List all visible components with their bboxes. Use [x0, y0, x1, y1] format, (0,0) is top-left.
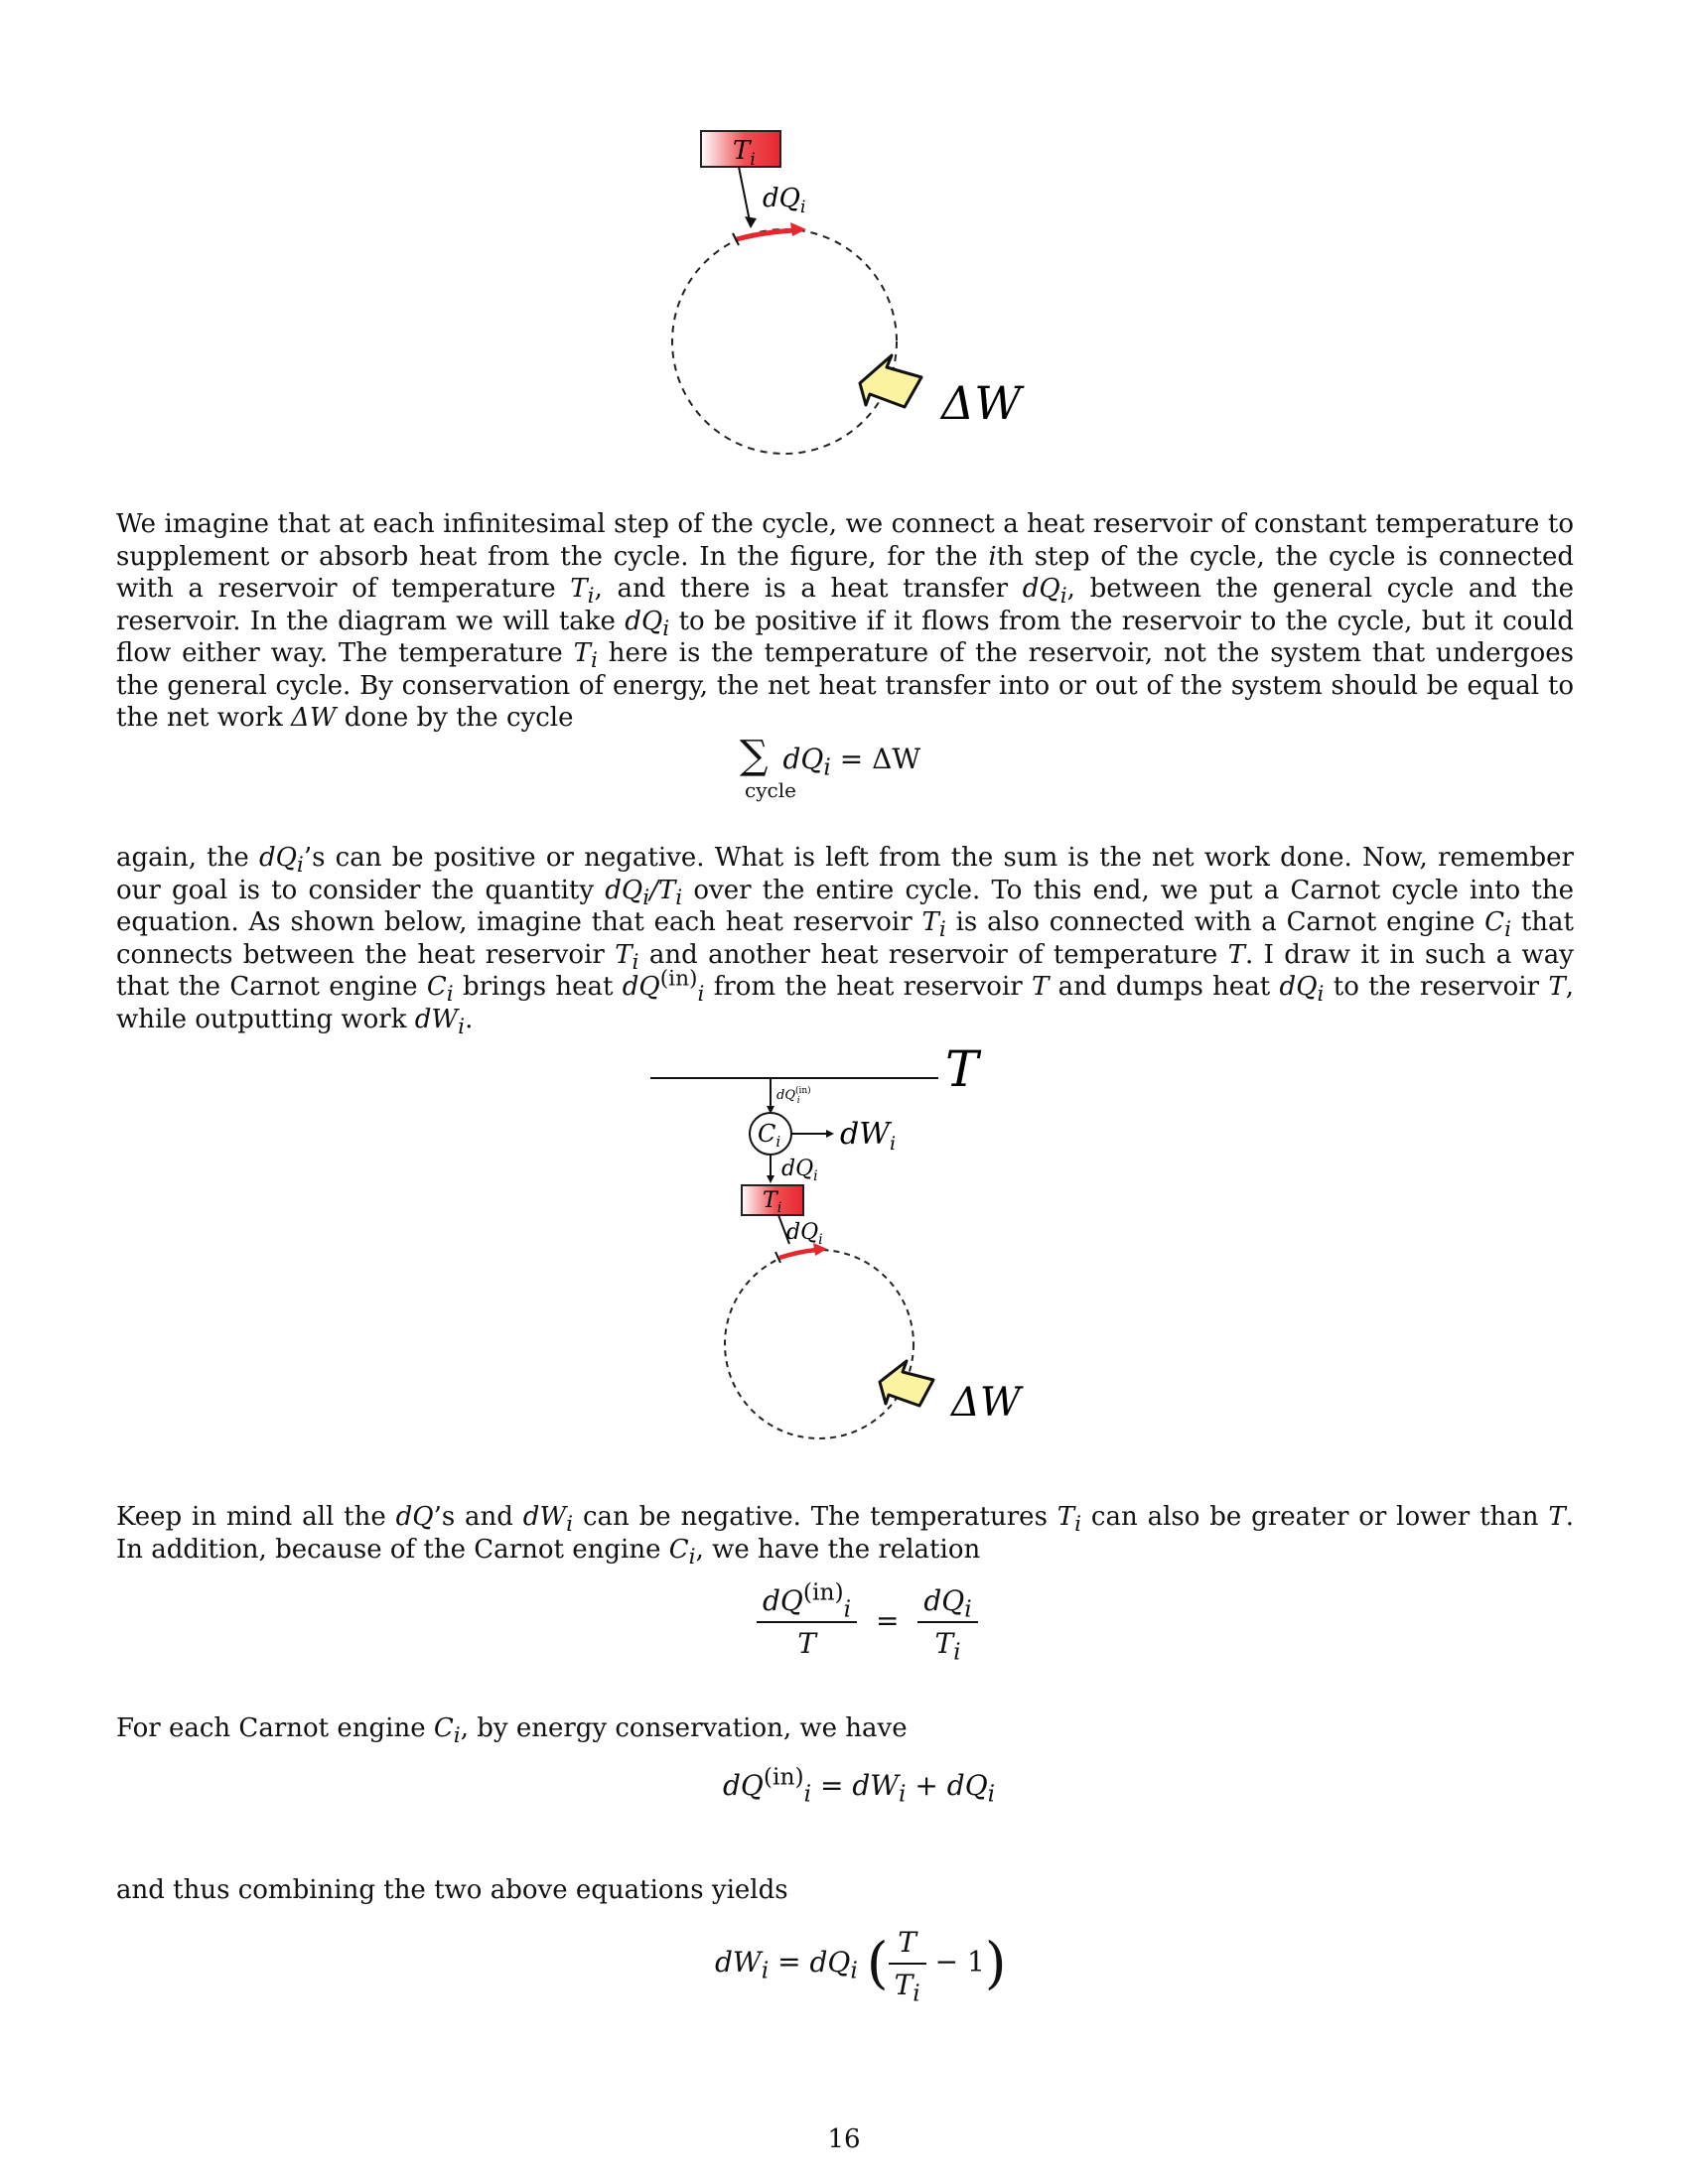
heat-out-label: $dQ_i$ — [781, 1157, 818, 1184]
heat-out-arrowhead — [767, 1175, 774, 1183]
paragraph-4: For each Carnot engine $C_i$, by energy conservation, we have — [116, 1713, 908, 1749]
work-out-arrowhead — [826, 1130, 834, 1138]
equation-carnot-ratio: $\frac{dQ^{(in)}_i}{T}$ = $\frac{dQ_i}{T_i}$ — [757, 1584, 978, 1660]
sum-symbol: ∑ — [740, 733, 769, 778]
work-arrow — [860, 355, 921, 407]
sum-subscript: cycle — [745, 778, 796, 802]
cycle-step-arrow-2 — [779, 1250, 816, 1258]
reservoir-Ti-label: $T_i$ — [763, 1188, 782, 1216]
cycle-work-label: ΔW — [951, 1380, 1021, 1426]
heat-label: $dQ_i$ — [763, 184, 806, 217]
cycle-circle — [672, 229, 897, 454]
cycle-step-arrowhead — [790, 222, 806, 236]
heat-arrowhead — [745, 216, 757, 228]
heat-in-label: $dQ^{(in)}$ i — [776, 1086, 811, 1106]
page-number: 16 — [827, 2124, 861, 2154]
equation-energy-conservation: $dQ^{(in)}_i = dW_i + dQ_i$ — [723, 1762, 996, 1808]
cycle-step-arrow — [737, 230, 794, 239]
paragraph-1: We imagine that at each infinitesimal step of the cycle, we connect a heat reservoir of constant temperature to supplement or absorb heat from the cycle. In the figure, for the ith step of the cycle, the cycle is connected with a reservoir of temperature $T_i$, and there is a heat transfer $dQ_i$, between the general cycle and the reservoir. In the diagram we will take $dQ_i$ to be positive if it flows from the reservoir to the cycle, but it could flow either way. The temperature $T_i$ here is the temperature of the reservoir, not the system that undergoes the general cycle. By conservation of energy, the net heat transfer into or out of the system should be equal to the net work ΔW done by the cycle — [116, 509, 1575, 733]
work-label: ΔW — [941, 376, 1022, 430]
cycle-work-arrow — [880, 1361, 933, 1406]
equation-work-result: $dW_i = dQ_i$ ( $\frac{T}{T_i}$ − 1) — [715, 1926, 1007, 2007]
paragraph-2: again, the $dQ_i’s$ can be positive or negative. What is left from the sum is the net work done. Now, remember our goal is to consider the quantity $dQ_i/T_i$ over the entire cycle. To this end, we put a Carnot cycle into the equation. As shown below, imagine that each heat reservoir $T_i$ is also connected with a Carnot engine $C_i$ that connects between the heat reservoir $T_i$ and another heat reservoir of temperature T. I draw it in such a way that the Carnot engine $C_i$ brings heat $dQ^{(in)}_i$ from the heat reservoir T and dumps heat $dQ_i$ to the reservoir T, while outputting work $dW_i$. — [116, 843, 1574, 1039]
reservoir-T-label: T — [945, 1040, 979, 1098]
work-out-label: $dW_i$ — [840, 1117, 897, 1155]
paragraph-5: and thus combining the two above equations yields — [116, 1875, 788, 1905]
cycle-heat-label: $dQ_i$ — [786, 1220, 823, 1248]
reservoir-label: $T_i$ — [733, 136, 756, 170]
carnot-engine-label: $C_i$ — [758, 1120, 781, 1151]
cycle-circle-2 — [725, 1250, 914, 1438]
equation-sum: ∑ $dQ_i = \Delta W$ — [740, 733, 921, 781]
paragraph-3: Keep in mind all the dQ’s and $dW_i$ can be negative. The temperatures $T_i$ can also be greater or lower than T. In addition, because of the Carnot engine $C_i$, we have the relation — [116, 1502, 1574, 1570]
figure-carnot-engine-cycle — [0, 1032, 1688, 1459]
